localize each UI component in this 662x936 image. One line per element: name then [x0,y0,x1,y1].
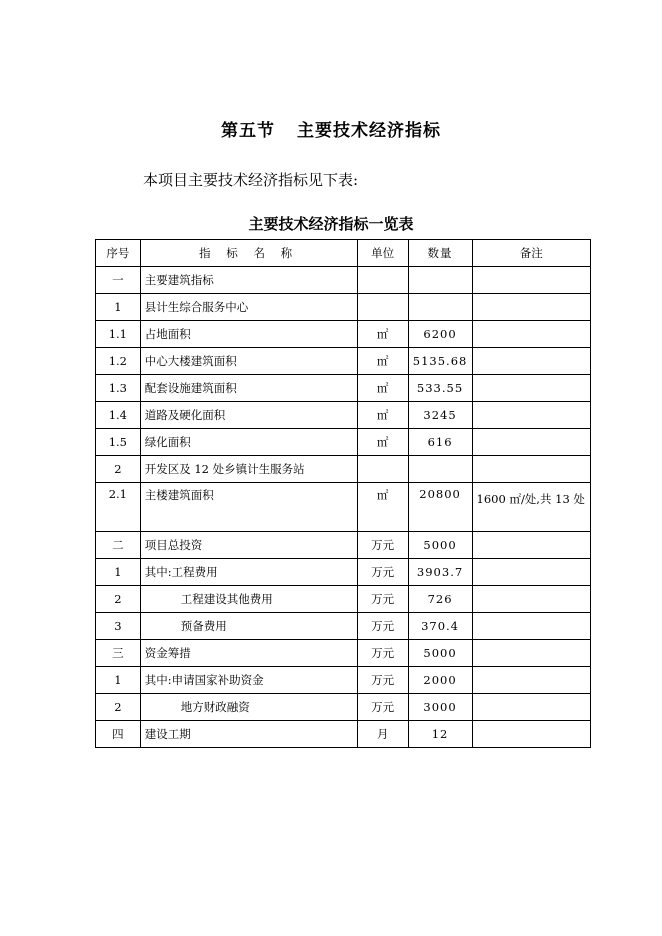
table-row [96,402,591,429]
table-row [96,721,591,748]
row-note [472,559,590,586]
row-unit: ㎡ [357,375,408,402]
row-unit [357,294,408,321]
row-note [472,321,590,348]
table-row [96,532,591,559]
row-no: 1 [96,667,141,694]
row-no: 3 [96,613,141,640]
row-no: 2 [96,694,141,721]
row-no: 1 [96,559,141,586]
row-qty: 5000 [408,640,472,667]
row-note [472,402,590,429]
row-name: 绿化面积 [140,429,357,456]
row-qty: 5000 [408,532,472,559]
row-qty: 370.4 [408,613,472,640]
row-qty [408,267,472,294]
table-header-row [96,240,591,267]
intro-paragraph: 本项目主要技术经济指标见下表: [143,171,359,189]
row-note [472,375,590,402]
row-note [472,348,590,375]
row-no: 1.3 [96,375,141,402]
row-no: 1.4 [96,402,141,429]
row-no: 2 [96,456,141,483]
row-no: 2 [96,586,141,613]
row-note [472,721,590,748]
row-qty: 3903.7 [408,559,472,586]
row-name: 县计生综合服务中心 [140,294,357,321]
table-row [96,559,591,586]
row-qty: 5135.68 [408,348,472,375]
section-title: 主要技术经济指标 [297,121,441,141]
table-row [96,667,591,694]
row-name: 地方财政融资 [140,694,357,721]
row-note [472,694,590,721]
table-row [96,321,591,348]
row-note: 1600 ㎡/处,共 13 处 [472,483,590,532]
row-name: 主要建筑指标 [140,267,357,294]
indicator-table [95,239,591,748]
row-qty: 616 [408,429,472,456]
row-qty [408,294,472,321]
row-unit [357,267,408,294]
table-row [96,586,591,613]
row-unit: ㎡ [357,429,408,456]
table-row [96,483,591,532]
table-row [96,294,591,321]
row-unit: 万元 [357,694,408,721]
row-unit: 万元 [357,586,408,613]
row-name: 其中:工程费用 [140,559,357,586]
header-name: 指 标 名 称 [140,240,357,267]
row-qty: 2000 [408,667,472,694]
row-note [472,532,590,559]
row-unit: 万元 [357,640,408,667]
row-unit: ㎡ [357,402,408,429]
table-row [96,694,591,721]
row-note [472,456,590,483]
row-unit: 万元 [357,613,408,640]
header-unit: 单位 [357,240,408,267]
table-row [96,429,591,456]
section-number: 第五节 [221,121,275,141]
row-no: 一 [96,267,141,294]
row-unit: ㎡ [357,321,408,348]
row-unit: 月 [357,721,408,748]
row-name: 资金筹措 [140,640,357,667]
row-name: 建设工期 [140,721,357,748]
row-name: 预备费用 [140,613,357,640]
row-qty: 6200 [408,321,472,348]
row-name: 主楼建筑面积 [140,483,357,532]
table-row [96,375,591,402]
row-name: 开发区及 12 处乡镇计生服务站 [140,456,357,483]
row-name: 其中:申请国家补助资金 [140,667,357,694]
section-heading [0,116,662,141]
row-name: 中心大楼建筑面积 [140,348,357,375]
row-name: 项目总投资 [140,532,357,559]
table-row [96,640,591,667]
row-no: 1 [96,294,141,321]
row-unit: 万元 [357,559,408,586]
row-qty: 3245 [408,402,472,429]
row-unit: 万元 [357,532,408,559]
row-unit: ㎡ [357,348,408,375]
table-row [96,267,591,294]
row-unit: 万元 [357,667,408,694]
row-name: 占地面积 [140,321,357,348]
header-note: 备注 [472,240,590,267]
header-qty: 数量 [408,240,472,267]
row-no: 2.1 [96,483,141,532]
row-unit: ㎡ [357,483,408,532]
row-unit [357,456,408,483]
row-note [472,667,590,694]
row-qty [408,456,472,483]
row-qty: 3000 [408,694,472,721]
row-name: 配套设施建筑面积 [140,375,357,402]
row-note [472,586,590,613]
table-row [96,348,591,375]
table-row [96,613,591,640]
row-no: 三 [96,640,141,667]
row-qty: 726 [408,586,472,613]
row-qty: 533.55 [408,375,472,402]
row-qty: 20800 [408,483,472,532]
row-no: 四 [96,721,141,748]
row-no: 1.2 [96,348,141,375]
row-name: 工程建设其他费用 [140,586,357,613]
row-note [472,429,590,456]
row-note [472,294,590,321]
row-no: 1.5 [96,429,141,456]
row-no: 1.1 [96,321,141,348]
row-note [472,640,590,667]
header-no: 序号 [96,240,141,267]
row-name: 道路及硬化面积 [140,402,357,429]
row-note [472,267,590,294]
table-title: 主要技术经济指标一览表 [248,215,414,233]
row-note [472,613,590,640]
row-no: 二 [96,532,141,559]
row-qty: 12 [408,721,472,748]
table-row [96,456,591,483]
